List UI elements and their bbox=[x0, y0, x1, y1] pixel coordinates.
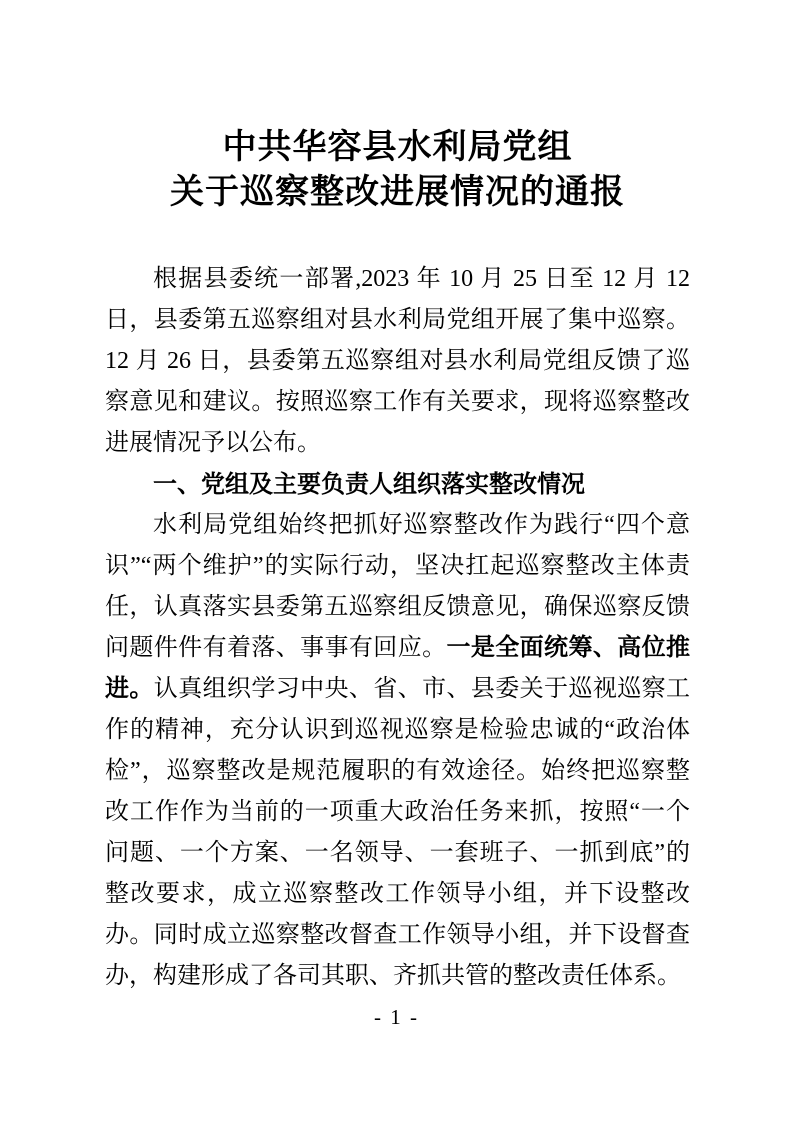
document-title-line1: 中共华容县水利局党组 bbox=[222, 129, 573, 166]
document-title-line2: 关于巡察整改进展情况的通报 bbox=[170, 174, 625, 211]
section1-heading: 一、党组及主要负责人组织落实整改情况 bbox=[153, 471, 585, 498]
section1-paragraph bbox=[105, 505, 690, 997]
section1-text-part2: 认真组织学习中央、省、市、县委关于巡视巡察工作的精神，充分认识到巡视巡察是检验忠诚的“政治体检”，巡察整改是规范履职的有效途径。始终把巡察整改工作作为当前的一项重大政治任务来抓，按照“一个问题、一个方案、一名领导、一套班子、一抓到底”的整改要求，成立巡察整改工作领导小组，并下设整改办。同时成立巡察整改督查工作领导小组，并下设督查办，构建形成了各司其职、齐抓共管的整改责任体系。 bbox=[105, 676, 691, 989]
section1-bold-emphasis: 一是全面统筹、高位推进。 bbox=[105, 635, 691, 702]
page-number: - 1 - bbox=[374, 1005, 419, 1029]
section1-text-part1: 水利局党组始终把抓好巡察整改作为践行“四个意识”“两个维护”的实际行动，坚决扛起巡察整改主体责任，认真落实县委第五巡察组反馈意见，确保巡察反馈问题件件有着落、事事有回应。 bbox=[105, 512, 690, 661]
intro-paragraph: 根据县委统一部署,2023 年 10 月 25 日至 12 月 12 日，县委第五巡察组对县水利局党组开展了集中巡察。12 月 26 日，县委第五巡察组对县水利局党组反馈了巡察意见和建议。按照巡察工作有关要求，现将巡察整改进展情况予以公布。 bbox=[105, 266, 690, 456]
document-title bbox=[105, 125, 690, 215]
